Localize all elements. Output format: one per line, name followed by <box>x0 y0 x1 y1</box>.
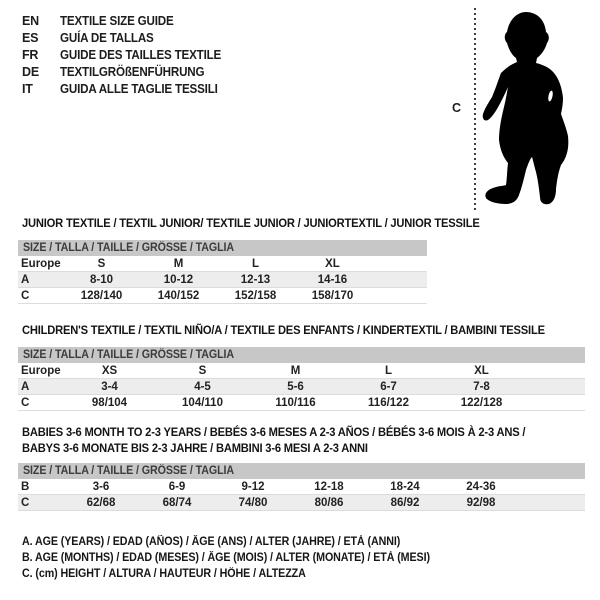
table-body <box>18 479 585 511</box>
size-value-cell: 62/68 <box>86 496 116 509</box>
size-value-cell: L <box>251 257 260 270</box>
size-value-cell: M <box>173 257 184 270</box>
size-table-children <box>18 347 585 411</box>
section-heading-children <box>22 322 584 338</box>
language-row <box>22 12 233 29</box>
language-code: IT <box>22 81 33 96</box>
size-value-cell: 128/140 <box>80 289 123 302</box>
language-row <box>22 46 233 63</box>
size-value-cell: 12-13 <box>240 273 271 286</box>
table-body <box>18 363 585 411</box>
language-title: GUIDA ALLE TAGLIE TESSILI <box>60 81 218 96</box>
size-value-cell: 5-6 <box>287 380 304 393</box>
footnote-line <box>22 552 461 568</box>
footnote-text: C. (cm) HEIGHT / ALTURA / HAUTEUR / HÖHE / ALTEZZA <box>22 568 306 580</box>
table-row <box>18 479 585 495</box>
table-header-label: SIZE / TALLA / TAILLE / GRÖSSE / TAGLIA <box>23 349 235 361</box>
size-value-cell: 3-4 <box>101 380 118 393</box>
table-header-bar <box>18 240 427 256</box>
table-row <box>18 495 585 511</box>
size-value-cell: 74/80 <box>238 496 268 509</box>
row-label: B <box>21 480 30 493</box>
language-code: FR <box>22 47 39 62</box>
language-row <box>22 29 233 46</box>
size-value-cell: 98/104 <box>91 396 128 409</box>
table-header-label: SIZE / TALLA / TAILLE / GRÖSSE / TAGLIA <box>23 465 235 477</box>
table-header-bar <box>18 463 585 479</box>
row-label: C <box>21 396 30 409</box>
language-code: DE <box>22 64 39 79</box>
table-row <box>18 256 427 272</box>
size-table-junior <box>18 240 427 304</box>
size-value-cell: L <box>384 364 393 377</box>
size-value-cell: 122/128 <box>460 396 503 409</box>
language-code: ES <box>22 30 39 45</box>
row-label: A <box>21 380 30 393</box>
size-value-cell: S <box>198 364 207 377</box>
size-value-cell: 6-7 <box>380 380 397 393</box>
footnote-line <box>22 568 461 584</box>
size-value-cell: M <box>290 364 301 377</box>
language-title: TEXTILGRÖßENFÜHRUNG <box>60 64 205 79</box>
size-table-babies <box>18 463 585 511</box>
baby-silhouette-icon <box>481 10 571 206</box>
table-row <box>18 272 427 288</box>
row-label: Europe <box>21 364 61 377</box>
table-row <box>18 288 427 304</box>
size-value-cell: XS <box>101 364 118 377</box>
language-title: TEXTILE SIZE GUIDE <box>60 13 174 28</box>
size-value-cell: XL <box>474 364 489 377</box>
size-value-cell: 18-24 <box>390 480 420 493</box>
size-value-cell: XL <box>325 257 340 270</box>
size-value-cell: 80/86 <box>314 496 344 509</box>
table-header-bar <box>18 347 585 363</box>
size-value-cell: 152/158 <box>234 289 277 302</box>
size-value-cell: 9-12 <box>241 480 265 493</box>
footnote-text: B. AGE (MONTHS) / EDAD (MESES) / ÂGE (MOIS) / ALTER (MONATE) / ETÀ (MESI) <box>22 552 430 564</box>
size-value-cell: 6-9 <box>168 480 186 493</box>
section-heading-line: BABYS 3-6 MONATE BIS 2-3 JAHRE / BAMBINI 3-6 MESI A 2-3 ANNI <box>22 441 368 455</box>
table-row <box>18 379 585 395</box>
size-value-cell: 140/152 <box>157 289 200 302</box>
language-row <box>22 80 233 97</box>
language-title: GUÍA DE TALLAS <box>60 30 154 45</box>
size-value-cell: S <box>97 257 106 270</box>
size-value-cell: 110/116 <box>275 396 316 409</box>
section-heading-babies <box>22 424 563 456</box>
size-value-cell: 116/122 <box>368 396 409 409</box>
size-value-cell: 10-12 <box>163 273 194 286</box>
language-list <box>22 12 233 97</box>
size-value-cell: 158/170 <box>311 289 354 302</box>
table-row <box>18 395 585 411</box>
size-value-cell: 14-16 <box>317 273 348 286</box>
section-heading-junior <box>22 215 514 231</box>
table-row <box>18 363 585 379</box>
footnotes <box>22 536 461 584</box>
row-label: C <box>21 496 30 509</box>
size-value-cell: 8-10 <box>89 273 114 286</box>
row-label: A <box>21 273 30 286</box>
section-heading-line: JUNIOR TEXTILE / TEXTIL JUNIOR/ TEXTILE JUNIOR / JUNIORTEXTIL / JUNIOR TESSILE <box>22 216 480 230</box>
size-value-cell: 92/98 <box>466 496 496 509</box>
footnote-text: A. AGE (YEARS) / EDAD (AÑOS) / ÂGE (ANS) / ALTER (JAHRE) / ETÀ (ANNI) <box>22 536 401 548</box>
table-body <box>18 256 427 304</box>
size-value-cell: 68/74 <box>162 496 192 509</box>
height-measure-dotted-line <box>474 8 476 212</box>
size-value-cell: 86/92 <box>390 496 420 509</box>
size-value-cell: 12-18 <box>314 480 344 493</box>
table-header-label: SIZE / TALLA / TAILLE / GRÖSSE / TAGLIA <box>23 242 235 254</box>
row-label: Europe <box>21 257 61 270</box>
language-row <box>22 63 233 80</box>
size-value-cell: 104/110 <box>182 396 223 409</box>
size-value-cell: 24-36 <box>466 480 496 493</box>
language-code: EN <box>22 13 39 28</box>
height-label: C <box>452 101 462 115</box>
size-value-cell: 4-5 <box>194 380 211 393</box>
size-value-cell: 3-6 <box>92 480 110 493</box>
size-value-cell: 7-8 <box>473 380 490 393</box>
language-title: GUIDE DES TAILLES TEXTILE <box>60 47 222 62</box>
footnote-line <box>22 536 461 552</box>
section-heading-line: BABIES 3-6 MONTH TO 2-3 YEARS / BEBÉS 3-6 MESES A 2-3 AÑOS / BÉBÉS 3-6 MOIS À 2-3 ANS / <box>22 425 526 439</box>
section-heading-line: CHILDREN'S TEXTILE / TEXTIL NIÑO/A / TEXTILE DES ENFANTS / KINDERTEXTIL / BAMBINI TESSILE <box>22 323 545 337</box>
row-label: C <box>21 289 30 302</box>
